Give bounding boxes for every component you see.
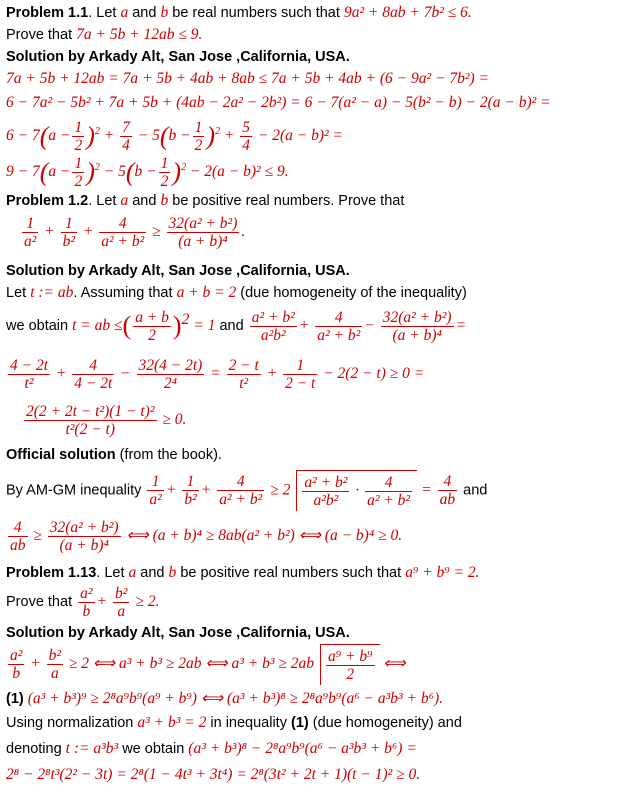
p113-sol-line2: (1) (a³ + b³)⁹ ≥ 2⁸a⁹b⁹(a⁹ + b⁹) ⟺ (a³ + b³)⁸ ≥ 2⁸a⁹b⁹(a⁶ − a³b³ + b⁶).: [6, 690, 444, 707]
p12-sol-line1: Let t := ab. Assuming that a + b = 2 (due homogeneity of the inequality): [6, 284, 467, 301]
p11-solution-heading: Solution by Arkady Alt, San Jose ,California, USA.: [6, 49, 350, 65]
p11-sol-line3: 6 − 7(a − $\frac{1}{2}$ )$^2$ + $\frac{7}{4}$ − 5(b − $\frac{1}{2}$ )$^2$ + $\frac{5}{4}$ − 2(a − b)² =: [6, 118, 343, 154]
p12-inequality: $\frac{1}{\text{a²}}$ + $\frac{1}{\text{b²}}$ + $\frac{4}{\text{a² + b²}}$ ≥ $\frac{\text{32(a² + b²)}}{\text{(a + b)⁴}}$ .: [24, 214, 246, 250]
p113-solution-heading: Solution by Arkady Alt, San Jose ,California, USA.: [6, 625, 350, 641]
p11-sol-line2: 6 − 7a² − 5b² + 7a + 5b + (4ab − 2a² − 2b²) = 6 − 7(a² − a) − 5(b² − b) − 2(a − b)² =: [6, 94, 551, 111]
p12-official-heading: Official solution (from the book).: [6, 447, 222, 463]
p12-solution-heading: Solution by Arkady Alt, San Jose ,California, USA.: [6, 263, 350, 279]
sqrt-sign: $\frac{\text{a⁹ + b⁹}}{2}$: [320, 644, 380, 685]
p113-sol-line1: $\frac{\text{a²}}{b}$ + $\frac{\text{b²}}{a}$ ≥ 2 ⟺ a³ + b³ ≥ 2ab ⟺ a³ + b³ ≥ 2ab $\frac{\text{a⁹ + b⁹}}{2}$ ⟺: [6, 644, 406, 685]
p113-sol-line5: 2⁸ − 2⁸t³(2² − 3t) = 2⁸(1 − 4t³ + 3t⁴) = 2⁸(3t² + 2t + 1)(t − 1)² ≥ 0.: [6, 766, 421, 783]
p11-condition: 9a² + 8ab + 7b² ≤ 6.: [343, 4, 472, 21]
p12-label: Problem 1.2: [6, 193, 89, 209]
p11-label: Problem 1.1: [6, 5, 89, 21]
p11-statement-line2: Prove that 7a + 5b + 12ab ≤ 9.: [6, 26, 203, 43]
p12-sol-line4: $\frac{\text{2(2 + 2t − t²)(1 − t)²}}{\text{t²(2 − t)}}$ ≥ 0.: [26, 402, 187, 438]
p113-statement-line1: Problem 1.13. Let a and b be positive real numbers such that a⁹ + b⁹ = 2.: [6, 564, 480, 581]
p12-statement-line1: Problem 1.2. Let a and b be positive real numbers. Prove that: [6, 192, 405, 209]
p12-official-line2: $\frac{4}{ab}$ ≥ $\frac{\text{32(a² + b²)}}{\text{(a + b)⁴}}$ ⟺ (a + b)⁴ ≥ 8ab(a² + b²) ⟺ (a − b)⁴ ≥ 0.: [10, 518, 403, 554]
p113-sol-line3: Using normalization a³ + b³ = 2 in inequality (1) (due homogeneity) and: [6, 714, 462, 731]
p11-sol-line4: 9 − 7(a − $\frac{1}{2}$ )$^2$ − 5(b − $\frac{1}{2}$ )$^2$ − 2(a − b)² ≤ 9.: [6, 154, 289, 190]
p113-label: Problem 1.13: [6, 565, 97, 581]
p12-sol-line3: $\frac{4 - 2t}{\text{t²}}$ + $\frac{4}{4 - 2t}$ − $\frac{32(4 - 2t)}{\text{2⁴}}$ = $\frac{2 - t}{\text{t²}}$ + $\frac{1}{2 - t}$ − 2(2 − t) ≥ 0 =: [10, 356, 425, 392]
p12-official-line1: By AM-GM inequality $\frac{1}{\text{a²}}$ + $\frac{1}{\text{b²}}$ + $\frac{4}{\text{a² + b²}}$ ≥ 2 $\frac{\text{a² + b²}}{\text{a²b²}}$ · $\frac{4}{\text{a² + b²}}$ = $\frac{4}{ab}$ and: [6, 470, 487, 511]
sqrt-sign: $\frac{\text{a² + b²}}{\text{a²b²}}$ · $\frac{4}{\text{a² + b²}}$: [296, 470, 417, 511]
p11-sol-line1: 7a + 5b + 12ab = 7a + 5b + 4ab + 8ab ≤ 7a + 5b + 4ab + (6 − 9a² − 7b²) =: [6, 70, 490, 87]
p11-statement-line1: Problem 1.1. Let a and b be real numbers such that 9a² + 8ab + 7b² ≤ 6.: [6, 4, 472, 21]
p11-goal: 7a + 5b + 12ab ≤ 9.: [76, 26, 203, 43]
p12-sol-line2: we obtain t = ab ≤( $\frac{a + b}{2}$ )$^2$ = 1 and $\frac{\text{a² + b²}}{\text{a²b²}}$ + $\frac{4}{\text{a² + b²}}$ − $\frac{\text{32(a² + b²)}}{\text{(a + b)⁴}}$ =: [6, 308, 467, 344]
p113-sol-line4: denoting t := a³b³ we obtain (a³ + b³)⁸ − 2⁸a⁹b⁹(a⁶ − a³b³ + b⁶) =: [6, 740, 417, 757]
p113-statement-line2: Prove that $\frac{\text{a²}}{b}$ + $\frac{\text{b²}}{a}$ ≥ 2.: [6, 584, 160, 620]
